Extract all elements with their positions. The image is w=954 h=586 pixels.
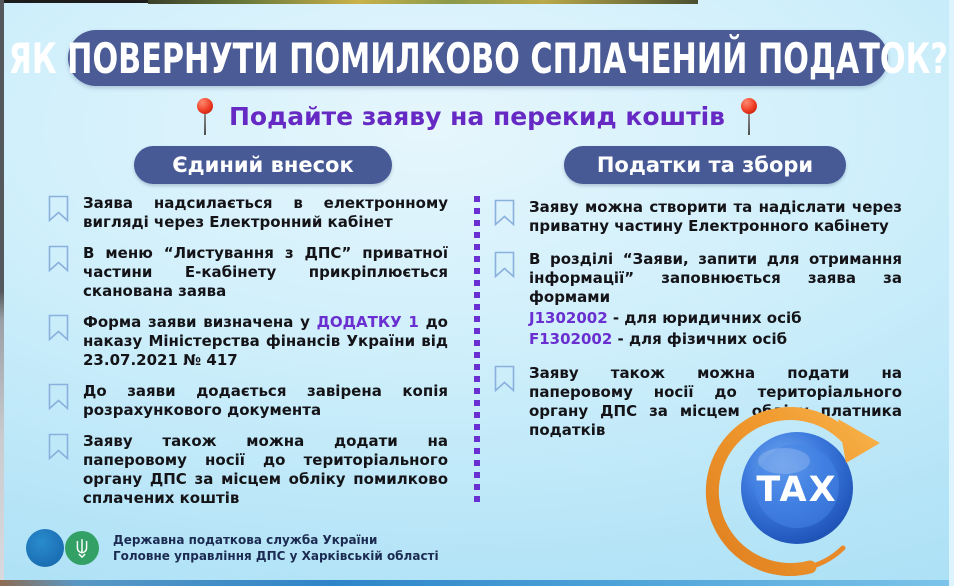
list-item <box>48 313 448 370</box>
list-item <box>48 194 448 232</box>
subtitle-row <box>0 96 954 140</box>
pushpin-icon <box>741 98 757 135</box>
single-contribution-list <box>48 194 448 508</box>
bookmark-icon <box>48 245 69 272</box>
dotted-divider <box>474 196 480 502</box>
list-item <box>48 432 448 508</box>
item-text: Заяву також можна додати на паперовому носії до територіального органу ДПС за місцем обліку помилково сплачених коштів <box>83 432 448 507</box>
item-text: Заява надсилається в електронному вигляді через Електронний кабінет <box>83 194 448 231</box>
form-line <box>529 329 902 350</box>
item-text: До заяви додається завірена копія розрахункового документа <box>83 382 448 419</box>
trident-emblem-icon <box>65 531 99 565</box>
list-item <box>48 244 448 301</box>
item-text: Заяву можна створити та надіслати через приватну частину Електронного кабінету <box>529 198 902 235</box>
item-text: В меню “Листування з ДПС” приватної частини Е-кабінету прикріплюється сканована заява <box>83 244 448 300</box>
footer-org-name: Державна податкова служба України <box>113 533 378 547</box>
page-title-banner <box>8 30 948 86</box>
column-header-single-contribution <box>134 146 392 184</box>
footer-department: Головне управління ДПС у Харківській області <box>113 549 439 563</box>
form-line <box>529 308 902 329</box>
screen-edge-artifact <box>0 0 4 582</box>
item-text: Форма заяви визначена у <box>83 313 317 331</box>
list-item <box>494 198 902 236</box>
item-text: В розділі “Заяви, запити для отримання інформації” заповнюється заява за формами <box>529 250 902 306</box>
screen-edge-artifact <box>0 0 148 3</box>
footer <box>26 529 439 567</box>
bookmark-icon <box>494 365 515 392</box>
bookmark-icon <box>48 195 69 222</box>
form-code-physical: F1302002 <box>529 330 613 348</box>
bookmark-icon <box>494 199 515 226</box>
item-text: до наказу Міністерства фінансів України від 23.07.2021 № 417 <box>83 313 448 369</box>
dodatok-1-link[interactable]: ДОДАТКУ 1 <box>316 313 419 331</box>
page-title: ЯК ПОВЕРНУТИ ПОМИЛКОВО СПЛАЧЕНИЙ ПОДАТОК? <box>8 33 948 83</box>
column-header-taxes-and-fees <box>564 146 846 184</box>
photo-edge-artifact <box>148 0 698 4</box>
column-header-label: Податки та збори <box>596 153 814 177</box>
form-code-juridical: J1302002 <box>529 309 608 327</box>
pushpin-icon <box>197 98 213 135</box>
subtitle: Подайте заяву на перекид коштів <box>229 102 725 131</box>
list-item <box>48 382 448 420</box>
item-text: Заяву також можна подати на паперовому носії до територіального органу ДПС за місцем обліку платника податків <box>529 364 902 439</box>
form-codes <box>529 308 902 350</box>
tax-label: TAX <box>756 470 838 510</box>
column-header-label: Єдиний внесок <box>172 153 354 177</box>
bookmark-icon <box>494 251 515 278</box>
bookmark-icon <box>48 383 69 410</box>
screen-edge-artifact <box>949 0 954 586</box>
form-desc: - для фізичних осіб <box>612 330 788 348</box>
list-item <box>494 250 902 350</box>
bookmark-icon <box>48 314 69 341</box>
tax-service-logo-icon <box>26 529 64 567</box>
form-desc: - для юридичних осіб <box>607 309 802 327</box>
tax-refund-icon <box>700 401 912 581</box>
bookmark-icon <box>48 433 69 460</box>
